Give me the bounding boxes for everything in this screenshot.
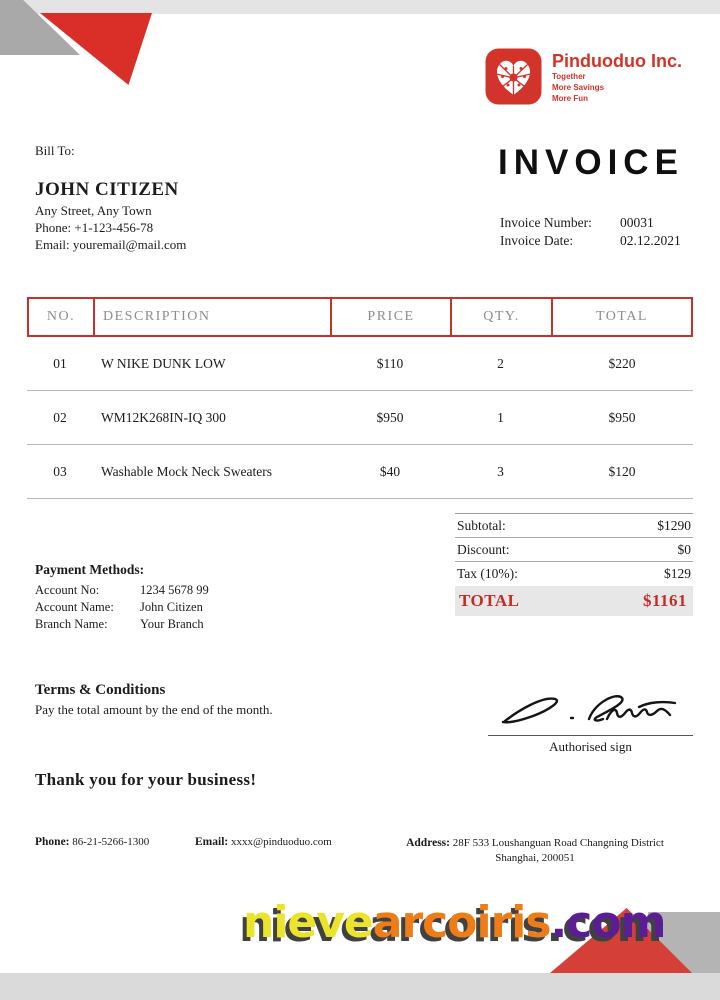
customer-email: Email: youremail@mail.com [35, 237, 187, 252]
discount-value: $0 [677, 541, 691, 557]
grand-total-label: TOTAL [459, 591, 520, 610]
item-qty: 2 [497, 355, 504, 371]
page-title: INVOICE [498, 143, 684, 182]
table-row [27, 337, 693, 391]
footer-email-label: Email: [195, 836, 229, 848]
invoice-number-label: Invoice Number: [500, 215, 592, 230]
account-no-label: Account No: [35, 583, 100, 597]
account-name-label: Account Name: [35, 600, 114, 614]
invoice-date-value: 02.12.2021 [620, 232, 681, 248]
item-qty: 1 [497, 409, 504, 425]
item-total: $950 [608, 409, 636, 425]
payment-methods-block [35, 561, 209, 633]
pinduoduo-heart-icon [485, 48, 542, 105]
footer-phone-value: 86-21-5266-1300 [69, 836, 150, 848]
bill-to-block [35, 142, 186, 253]
item-total: $220 [608, 355, 636, 371]
brand-tagline: Together [552, 72, 586, 81]
watermark-part-yellow: nieve [243, 897, 373, 948]
item-price: $950 [376, 409, 404, 425]
subtotal-value: $1290 [657, 517, 691, 533]
item-price: $110 [376, 355, 404, 371]
authorised-sign-label: Authorised sign [549, 739, 632, 754]
branch-name-value: Your Branch [140, 617, 204, 631]
footer-address-line2: Shanghai, 200051 [495, 852, 575, 864]
item-no: 01 [53, 355, 67, 371]
header-qty: QTY. [452, 299, 553, 335]
signature-block [488, 688, 693, 755]
tax-value: $129 [664, 566, 691, 581]
payment-methods-title: Payment Methods: [35, 562, 145, 577]
item-description: W NIKE DUNK LOW [101, 355, 226, 371]
header-total: TOTAL [595, 309, 648, 324]
table-row [27, 391, 693, 445]
customer-name: JOHN CITIZEN [35, 179, 179, 200]
terms-title: Terms & Conditions [35, 682, 166, 698]
invoice-meta [500, 214, 681, 249]
header-no: NO. [29, 299, 95, 335]
item-total: $120 [608, 463, 636, 479]
brand-tagline: More Savings [552, 83, 605, 92]
terms-text: Pay the total amount by the end of the month. [35, 702, 273, 717]
invoice-number-value: 00031 [620, 215, 654, 230]
brand-block [485, 48, 682, 105]
grand-total-row [455, 586, 693, 616]
brand-name: Pinduoduo Inc. [552, 51, 682, 71]
watermark-part-purple: .com [550, 897, 666, 948]
account-name-value: John Citizen [140, 600, 203, 614]
top-gray-band [0, 0, 720, 14]
discount-label: Discount: [457, 541, 510, 557]
header-description: DESCRIPTION [95, 299, 332, 335]
table-row [27, 445, 693, 499]
customer-address: Any Street, Any Town [35, 203, 152, 218]
item-no: 03 [53, 463, 67, 479]
brand-tagline: More Fun [552, 94, 588, 103]
subtotal-label: Subtotal: [457, 517, 506, 533]
tax-label: Tax (10%): [457, 566, 518, 581]
item-description: WM12K268IN-IQ 300 [101, 409, 226, 425]
totals-panel [455, 513, 693, 616]
grand-total-value: $1161 [642, 591, 687, 610]
thank-you-note: Thank you for your business! [35, 770, 257, 789]
items-table [27, 297, 693, 499]
terms-block [35, 682, 273, 718]
watermark-part-orange: arcoiris [372, 897, 551, 948]
customer-phone: Phone: +1-123-456-78 [35, 220, 154, 235]
footer-address-label: Address: [406, 837, 450, 849]
items-table-header [27, 297, 693, 337]
item-price: $40 [379, 463, 401, 479]
bill-to-label: Bill To: [35, 143, 75, 158]
watermark-text [243, 897, 665, 948]
branch-name-label: Branch Name: [35, 617, 108, 631]
item-description: Washable Mock Neck Sweaters [101, 463, 272, 479]
signature-icon [491, 688, 691, 732]
header-price: PRICE [332, 299, 452, 335]
signature-line [488, 735, 693, 736]
footer-phone-label: Phone: [35, 836, 70, 848]
item-qty: 3 [497, 463, 504, 479]
account-no-value: 1234 5678 99 [140, 583, 209, 597]
item-no: 02 [53, 409, 67, 425]
footer-address-line1: 28F 533 Loushanguan Road Changning District [450, 837, 664, 849]
invoice-date-label: Invoice Date: [500, 232, 574, 248]
footer-email-value: xxxx@pinduoduo.com [228, 836, 332, 848]
bottom-gray-band [0, 973, 720, 1000]
